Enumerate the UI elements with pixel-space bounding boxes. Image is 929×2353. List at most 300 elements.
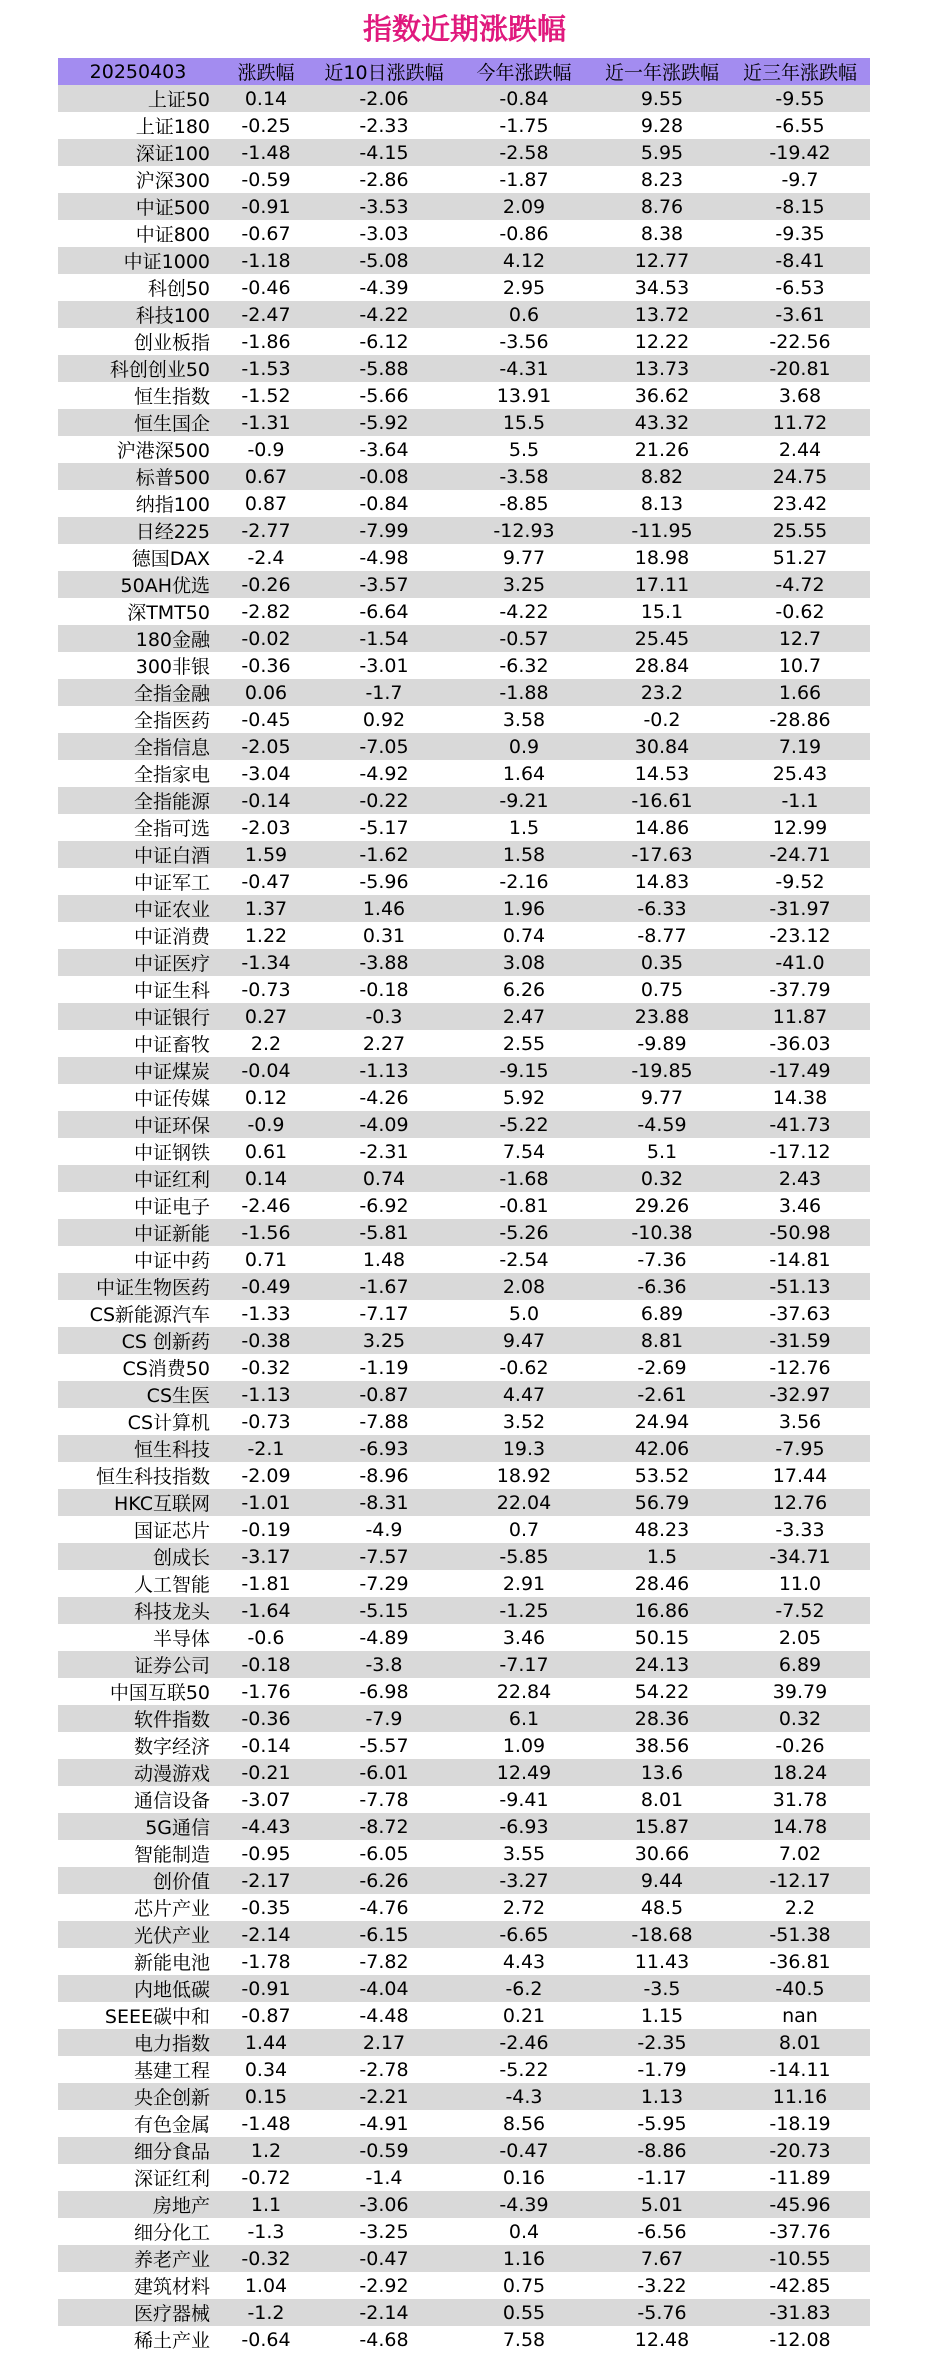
daily-change-cell: -0.95 <box>218 1840 314 1867</box>
ytd-change-cell: 2.09 <box>454 193 594 220</box>
three-year-change-cell: 39.79 <box>730 1678 870 1705</box>
index-name-cell: 有色金属 <box>58 2110 218 2137</box>
three-year-change-cell: -12.76 <box>730 1354 870 1381</box>
one-year-change-cell: 15.87 <box>594 1813 730 1840</box>
ytd-change-cell: 1.16 <box>454 2245 594 2272</box>
daily-change-cell: -4.43 <box>218 1813 314 1840</box>
index-name-cell: 恒生科技 <box>58 1435 218 1462</box>
index-name-cell: 稀土产业 <box>58 2326 218 2353</box>
daily-change-cell: -0.47 <box>218 868 314 895</box>
daily-change-cell: -1.18 <box>218 247 314 274</box>
daily-change-cell: -2.4 <box>218 544 314 571</box>
ten-day-change-cell: -1.67 <box>314 1273 454 1300</box>
table-row <box>58 1084 870 1111</box>
table-row <box>58 895 870 922</box>
ytd-change-cell: 2.72 <box>454 1894 594 1921</box>
daily-change-cell: -2.77 <box>218 517 314 544</box>
table-row <box>58 1300 870 1327</box>
three-year-change-cell: -24.71 <box>730 841 870 868</box>
three-year-change-cell: -42.85 <box>730 2272 870 2299</box>
index-name-cell: 中证800 <box>58 220 218 247</box>
ten-day-change-cell: -0.18 <box>314 976 454 1003</box>
table-row <box>58 2191 870 2218</box>
ten-day-change-cell: -4.04 <box>314 1975 454 2002</box>
index-name-cell: 科技100 <box>58 301 218 328</box>
one-year-change-cell: -1.79 <box>594 2056 730 2083</box>
ten-day-change-cell: -4.26 <box>314 1084 454 1111</box>
ytd-change-cell: 1.58 <box>454 841 594 868</box>
ytd-change-cell: 22.04 <box>454 1489 594 1516</box>
daily-change-cell: -0.25 <box>218 112 314 139</box>
ytd-change-cell: -8.85 <box>454 490 594 517</box>
daily-change-cell: -3.04 <box>218 760 314 787</box>
index-name-cell: 通信设备 <box>58 1786 218 1813</box>
ytd-change-cell: -1.87 <box>454 166 594 193</box>
one-year-change-cell: 8.82 <box>594 463 730 490</box>
ytd-change-cell: 0.74 <box>454 922 594 949</box>
ten-day-change-cell: -4.22 <box>314 301 454 328</box>
index-name-cell: 纳指100 <box>58 490 218 517</box>
ytd-change-cell: -0.81 <box>454 1192 594 1219</box>
three-year-change-cell: nan <box>730 2002 870 2029</box>
ten-day-change-cell: -4.48 <box>314 2002 454 2029</box>
ten-day-change-cell: -7.9 <box>314 1705 454 1732</box>
index-name-cell: 智能制造 <box>58 1840 218 1867</box>
index-name-cell: 中证生物医药 <box>58 1273 218 1300</box>
table-row <box>58 1759 870 1786</box>
daily-change-cell: 1.2 <box>218 2137 314 2164</box>
ytd-change-cell: 6.26 <box>454 976 594 1003</box>
ytd-change-cell: 2.55 <box>454 1030 594 1057</box>
one-year-change-cell: 9.44 <box>594 1867 730 1894</box>
ten-day-change-cell: -2.78 <box>314 2056 454 2083</box>
ten-day-change-cell: -5.17 <box>314 814 454 841</box>
table-row <box>58 1327 870 1354</box>
daily-change-cell: -0.64 <box>218 2326 314 2353</box>
ten-day-change-cell: 1.48 <box>314 1246 454 1273</box>
index-name-cell: 创价值 <box>58 1867 218 1894</box>
daily-change-cell: -2.09 <box>218 1462 314 1489</box>
ten-day-change-cell: 2.17 <box>314 2029 454 2056</box>
three-year-change-cell: -23.12 <box>730 922 870 949</box>
table-row <box>58 652 870 679</box>
one-year-change-cell: 23.88 <box>594 1003 730 1030</box>
index-name-cell: 芯片产业 <box>58 1894 218 1921</box>
ten-day-change-cell: -2.92 <box>314 2272 454 2299</box>
index-name-cell: 沪深300 <box>58 166 218 193</box>
daily-change-cell: -0.26 <box>218 571 314 598</box>
three-year-change-cell: 51.27 <box>730 544 870 571</box>
one-year-change-cell: 54.22 <box>594 1678 730 1705</box>
ten-day-change-cell: -2.86 <box>314 166 454 193</box>
three-year-change-cell: 3.56 <box>730 1408 870 1435</box>
ten-day-change-cell: -2.06 <box>314 85 454 112</box>
ten-day-change-cell: -4.89 <box>314 1624 454 1651</box>
daily-change-cell: 0.27 <box>218 1003 314 1030</box>
three-year-change-cell: -31.97 <box>730 895 870 922</box>
ten-day-change-cell: -4.76 <box>314 1894 454 1921</box>
three-year-change-cell: -8.15 <box>730 193 870 220</box>
one-year-change-cell: -6.56 <box>594 2218 730 2245</box>
table-row <box>58 2029 870 2056</box>
index-name-cell: 中证畜牧 <box>58 1030 218 1057</box>
daily-change-cell: -0.46 <box>218 274 314 301</box>
table-row <box>58 1219 870 1246</box>
ytd-change-cell: 2.95 <box>454 274 594 301</box>
daily-change-cell: -0.9 <box>218 436 314 463</box>
table-row <box>58 571 870 598</box>
ten-day-change-cell: -8.72 <box>314 1813 454 1840</box>
index-name-cell: 50AH优选 <box>58 571 218 598</box>
ytd-change-cell: 3.25 <box>454 571 594 598</box>
three-year-change-cell: -12.17 <box>730 1867 870 1894</box>
table-row <box>58 139 870 166</box>
daily-change-cell: -0.32 <box>218 1354 314 1381</box>
table-row <box>58 1948 870 1975</box>
table-row <box>58 220 870 247</box>
ten-day-change-cell: -0.22 <box>314 787 454 814</box>
daily-change-cell: -0.36 <box>218 652 314 679</box>
ytd-change-cell: -0.86 <box>454 220 594 247</box>
daily-change-cell: -2.47 <box>218 301 314 328</box>
ytd-change-cell: -4.31 <box>454 355 594 382</box>
daily-change-cell: -2.14 <box>218 1921 314 1948</box>
three-year-change-cell: -41.73 <box>730 1111 870 1138</box>
ten-day-change-cell: -7.78 <box>314 1786 454 1813</box>
ten-day-change-cell: -3.06 <box>314 2191 454 2218</box>
ten-day-change-cell: -7.05 <box>314 733 454 760</box>
index-name-cell: 房地产 <box>58 2191 218 2218</box>
table-row <box>58 1111 870 1138</box>
index-name-cell: 中证500 <box>58 193 218 220</box>
ten-day-change-cell: -6.92 <box>314 1192 454 1219</box>
three-year-change-cell: -45.96 <box>730 2191 870 2218</box>
table-row <box>58 1381 870 1408</box>
three-year-change-cell: 14.38 <box>730 1084 870 1111</box>
daily-change-cell: 1.1 <box>218 2191 314 2218</box>
one-year-change-cell: 0.35 <box>594 949 730 976</box>
ten-day-change-cell: -5.88 <box>314 355 454 382</box>
three-year-change-cell: -22.56 <box>730 328 870 355</box>
three-year-change-cell: -9.35 <box>730 220 870 247</box>
three-year-change-cell: 12.76 <box>730 1489 870 1516</box>
one-year-change-cell: 5.95 <box>594 139 730 166</box>
ytd-change-cell: 3.52 <box>454 1408 594 1435</box>
header-1year-change: 近一年涨跌幅 <box>594 58 730 85</box>
table-row <box>58 2164 870 2191</box>
one-year-change-cell: 29.26 <box>594 1192 730 1219</box>
table-row <box>58 1489 870 1516</box>
ytd-change-cell: -3.27 <box>454 1867 594 1894</box>
table-row <box>58 814 870 841</box>
three-year-change-cell: -9.55 <box>730 85 870 112</box>
one-year-change-cell: 25.45 <box>594 625 730 652</box>
ytd-change-cell: -5.22 <box>454 2056 594 2083</box>
ytd-change-cell: 0.6 <box>454 301 594 328</box>
ytd-change-cell: 1.64 <box>454 760 594 787</box>
index-name-cell: 中证新能 <box>58 1219 218 1246</box>
three-year-change-cell: -18.19 <box>730 2110 870 2137</box>
ytd-change-cell: -0.62 <box>454 1354 594 1381</box>
three-year-change-cell: -19.42 <box>730 139 870 166</box>
three-year-change-cell: -8.41 <box>730 247 870 274</box>
ytd-change-cell: 4.43 <box>454 1948 594 1975</box>
one-year-change-cell: -17.63 <box>594 841 730 868</box>
ten-day-change-cell: -5.15 <box>314 1597 454 1624</box>
ten-day-change-cell: -5.81 <box>314 1219 454 1246</box>
table-row <box>58 517 870 544</box>
table-row <box>58 2272 870 2299</box>
daily-change-cell: -0.14 <box>218 1732 314 1759</box>
three-year-change-cell: 17.44 <box>730 1462 870 1489</box>
ten-day-change-cell: -3.8 <box>314 1651 454 1678</box>
ten-day-change-cell: 0.92 <box>314 706 454 733</box>
one-year-change-cell: -0.2 <box>594 706 730 733</box>
ten-day-change-cell: -7.88 <box>314 1408 454 1435</box>
ytd-change-cell: 3.46 <box>454 1624 594 1651</box>
index-name-cell: CS计算机 <box>58 1408 218 1435</box>
one-year-change-cell: 23.2 <box>594 679 730 706</box>
ytd-change-cell: 7.54 <box>454 1138 594 1165</box>
ytd-change-cell: 0.16 <box>454 2164 594 2191</box>
table-row <box>58 1894 870 1921</box>
table-row <box>58 544 870 571</box>
one-year-change-cell: -6.36 <box>594 1273 730 1300</box>
index-name-cell: 医疗器械 <box>58 2299 218 2326</box>
index-name-cell: 全指可选 <box>58 814 218 841</box>
three-year-change-cell: -14.11 <box>730 2056 870 2083</box>
one-year-change-cell: -5.76 <box>594 2299 730 2326</box>
one-year-change-cell: 18.98 <box>594 544 730 571</box>
one-year-change-cell: -18.68 <box>594 1921 730 1948</box>
daily-change-cell: -0.72 <box>218 2164 314 2191</box>
daily-change-cell: -0.02 <box>218 625 314 652</box>
index-name-cell: 深TMT50 <box>58 598 218 625</box>
ytd-change-cell: 4.47 <box>454 1381 594 1408</box>
table-row <box>58 112 870 139</box>
ten-day-change-cell: -5.92 <box>314 409 454 436</box>
index-name-cell: 恒生科技指数 <box>58 1462 218 1489</box>
table-body <box>58 85 870 2353</box>
table-row <box>58 1462 870 1489</box>
ten-day-change-cell: -1.4 <box>314 2164 454 2191</box>
index-name-cell: 半导体 <box>58 1624 218 1651</box>
daily-change-cell: 0.12 <box>218 1084 314 1111</box>
ytd-change-cell: 0.55 <box>454 2299 594 2326</box>
header-10day-change: 近10日涨跌幅 <box>314 58 454 85</box>
index-name-cell: 电力指数 <box>58 2029 218 2056</box>
ten-day-change-cell: -5.96 <box>314 868 454 895</box>
index-name-cell: 细分食品 <box>58 2137 218 2164</box>
three-year-change-cell: -40.5 <box>730 1975 870 2002</box>
three-year-change-cell: -36.81 <box>730 1948 870 1975</box>
ytd-change-cell: -1.68 <box>454 1165 594 1192</box>
one-year-change-cell: 8.38 <box>594 220 730 247</box>
ytd-change-cell: 15.5 <box>454 409 594 436</box>
ytd-change-cell: 2.91 <box>454 1570 594 1597</box>
ten-day-change-cell: -7.57 <box>314 1543 454 1570</box>
table-row <box>58 1138 870 1165</box>
one-year-change-cell: 14.53 <box>594 760 730 787</box>
ytd-change-cell: 7.58 <box>454 2326 594 2353</box>
one-year-change-cell: 38.56 <box>594 1732 730 1759</box>
table-row <box>58 922 870 949</box>
table-header-row <box>58 58 870 85</box>
ten-day-change-cell: -2.31 <box>314 1138 454 1165</box>
ytd-change-cell: 2.47 <box>454 1003 594 1030</box>
index-name-cell: 中证电子 <box>58 1192 218 1219</box>
table-row <box>58 1867 870 1894</box>
index-name-cell: 深证红利 <box>58 2164 218 2191</box>
table-row <box>58 2110 870 2137</box>
three-year-change-cell: -9.7 <box>730 166 870 193</box>
ten-day-change-cell: -0.59 <box>314 2137 454 2164</box>
daily-change-cell: 0.14 <box>218 1165 314 1192</box>
ten-day-change-cell: -4.09 <box>314 1111 454 1138</box>
index-name-cell: 沪港深500 <box>58 436 218 463</box>
ten-day-change-cell: -6.05 <box>314 1840 454 1867</box>
ytd-change-cell: 5.0 <box>454 1300 594 1327</box>
one-year-change-cell: -4.59 <box>594 1111 730 1138</box>
three-year-change-cell: -51.13 <box>730 1273 870 1300</box>
one-year-change-cell: 16.86 <box>594 1597 730 1624</box>
index-name-cell: 上证180 <box>58 112 218 139</box>
table-row <box>58 760 870 787</box>
index-name-cell: 中证钢铁 <box>58 1138 218 1165</box>
daily-change-cell: -1.76 <box>218 1678 314 1705</box>
ten-day-change-cell: -0.47 <box>314 2245 454 2272</box>
three-year-change-cell: -0.26 <box>730 1732 870 1759</box>
ytd-change-cell: 0.7 <box>454 1516 594 1543</box>
table-row <box>58 706 870 733</box>
table-row <box>58 166 870 193</box>
daily-change-cell: -1.31 <box>218 409 314 436</box>
three-year-change-cell: 1.66 <box>730 679 870 706</box>
daily-change-cell: -0.04 <box>218 1057 314 1084</box>
ytd-change-cell: -6.93 <box>454 1813 594 1840</box>
three-year-change-cell: 2.43 <box>730 1165 870 1192</box>
one-year-change-cell: 8.13 <box>594 490 730 517</box>
ten-day-change-cell: 0.74 <box>314 1165 454 1192</box>
one-year-change-cell: 1.15 <box>594 2002 730 2029</box>
three-year-change-cell: 2.44 <box>730 436 870 463</box>
table-row <box>58 1435 870 1462</box>
ten-day-change-cell: -0.87 <box>314 1381 454 1408</box>
one-year-change-cell: 30.84 <box>594 733 730 760</box>
daily-change-cell: -0.49 <box>218 1273 314 1300</box>
ten-day-change-cell: -1.19 <box>314 1354 454 1381</box>
ten-day-change-cell: -8.96 <box>314 1462 454 1489</box>
three-year-change-cell: -50.98 <box>730 1219 870 1246</box>
one-year-change-cell: 30.66 <box>594 1840 730 1867</box>
one-year-change-cell: 14.83 <box>594 868 730 895</box>
daily-change-cell: -1.86 <box>218 328 314 355</box>
table-row <box>58 247 870 274</box>
ytd-change-cell: 8.56 <box>454 2110 594 2137</box>
index-name-cell: CS 创新药 <box>58 1327 218 1354</box>
three-year-change-cell: 11.0 <box>730 1570 870 1597</box>
table-row <box>58 598 870 625</box>
ten-day-change-cell: -4.9 <box>314 1516 454 1543</box>
index-name-cell: 科创创业50 <box>58 355 218 382</box>
table-row <box>58 301 870 328</box>
index-name-cell: 软件指数 <box>58 1705 218 1732</box>
one-year-change-cell: 24.13 <box>594 1651 730 1678</box>
table-row <box>58 355 870 382</box>
daily-change-cell: 1.37 <box>218 895 314 922</box>
daily-change-cell: -0.21 <box>218 1759 314 1786</box>
ytd-change-cell: -6.32 <box>454 652 594 679</box>
daily-change-cell: -0.14 <box>218 787 314 814</box>
one-year-change-cell: 28.46 <box>594 1570 730 1597</box>
index-name-cell: 中证消费 <box>58 922 218 949</box>
index-name-cell: 日经225 <box>58 517 218 544</box>
table-row <box>58 274 870 301</box>
daily-change-cell: 0.14 <box>218 85 314 112</box>
one-year-change-cell: -2.69 <box>594 1354 730 1381</box>
ten-day-change-cell: -0.84 <box>314 490 454 517</box>
index-name-cell: 全指能源 <box>58 787 218 814</box>
table-row <box>58 1165 870 1192</box>
index-name-cell: 新能电池 <box>58 1948 218 1975</box>
ytd-change-cell: -5.22 <box>454 1111 594 1138</box>
one-year-change-cell: 8.23 <box>594 166 730 193</box>
ytd-change-cell: -5.26 <box>454 1219 594 1246</box>
daily-change-cell: -0.19 <box>218 1516 314 1543</box>
three-year-change-cell: 7.19 <box>730 733 870 760</box>
index-name-cell: 建筑材料 <box>58 2272 218 2299</box>
index-name-cell: 全指医药 <box>58 706 218 733</box>
index-name-cell: SEEE碳中和 <box>58 2002 218 2029</box>
table-row <box>58 1516 870 1543</box>
one-year-change-cell: 0.32 <box>594 1165 730 1192</box>
daily-change-cell: -2.82 <box>218 598 314 625</box>
daily-change-cell: -1.48 <box>218 2110 314 2137</box>
ten-day-change-cell: -3.01 <box>314 652 454 679</box>
index-name-cell: 养老产业 <box>58 2245 218 2272</box>
ytd-change-cell: 0.21 <box>454 2002 594 2029</box>
daily-change-cell: 0.67 <box>218 463 314 490</box>
one-year-change-cell: 0.75 <box>594 976 730 1003</box>
ten-day-change-cell: 0.31 <box>314 922 454 949</box>
ten-day-change-cell: -0.3 <box>314 1003 454 1030</box>
ten-day-change-cell: -6.64 <box>314 598 454 625</box>
three-year-change-cell: 18.24 <box>730 1759 870 1786</box>
daily-change-cell: -1.2 <box>218 2299 314 2326</box>
ten-day-change-cell: -3.57 <box>314 571 454 598</box>
index-name-cell: 恒生指数 <box>58 382 218 409</box>
table-row <box>58 1975 870 2002</box>
one-year-change-cell: 6.89 <box>594 1300 730 1327</box>
index-name-cell: 中证银行 <box>58 1003 218 1030</box>
index-name-cell: 全指家电 <box>58 760 218 787</box>
daily-change-cell: -1.64 <box>218 1597 314 1624</box>
one-year-change-cell: -3.5 <box>594 1975 730 2002</box>
table-row <box>58 2002 870 2029</box>
one-year-change-cell: 5.1 <box>594 1138 730 1165</box>
index-name-cell: 上证50 <box>58 85 218 112</box>
daily-change-cell: -1.01 <box>218 1489 314 1516</box>
three-year-change-cell: -41.0 <box>730 949 870 976</box>
index-name-cell: 科技龙头 <box>58 1597 218 1624</box>
ytd-change-cell: -1.88 <box>454 679 594 706</box>
index-name-cell: 全指金融 <box>58 679 218 706</box>
three-year-change-cell: -37.63 <box>730 1300 870 1327</box>
three-year-change-cell: 11.72 <box>730 409 870 436</box>
daily-change-cell: 0.71 <box>218 1246 314 1273</box>
three-year-change-cell: -32.97 <box>730 1381 870 1408</box>
table-row <box>58 1354 870 1381</box>
